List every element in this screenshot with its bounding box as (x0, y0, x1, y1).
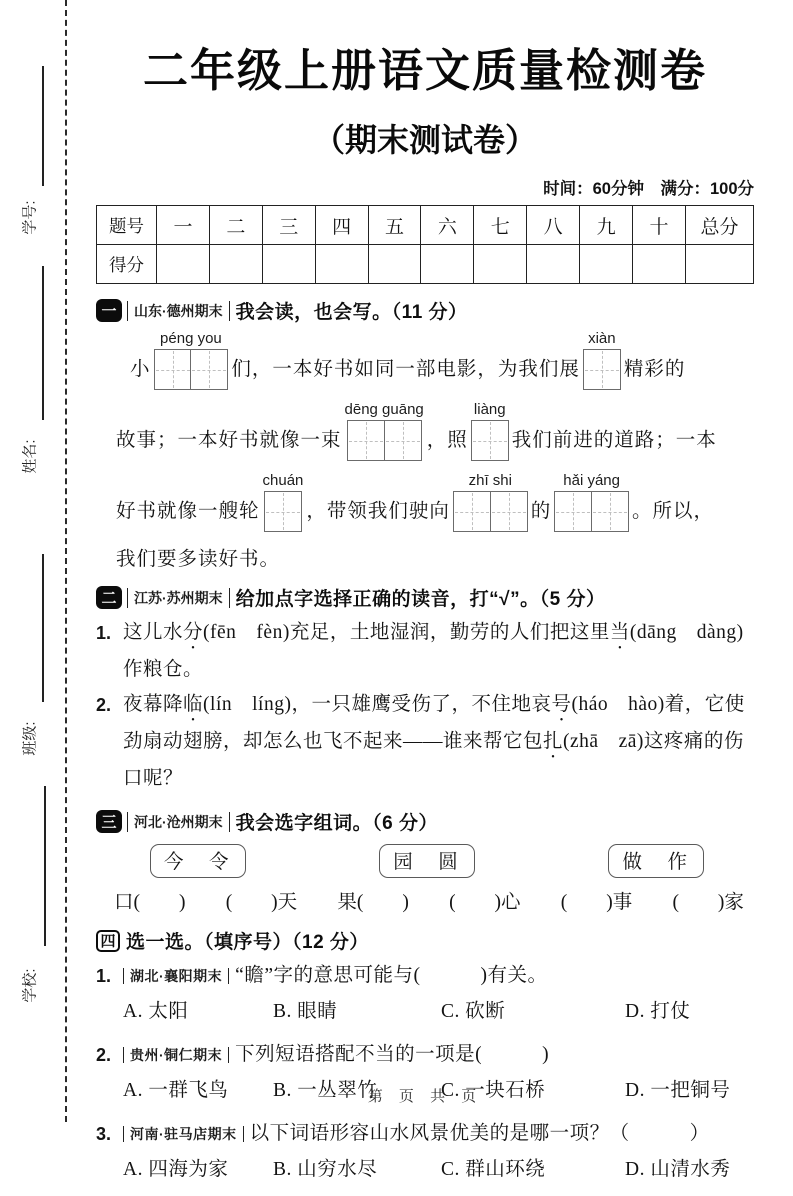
score-blank-cell (315, 245, 368, 284)
page-title: 二年级上册语文质量检测卷 (142, 45, 707, 96)
question-item (96, 960, 754, 1036)
score-blank-cell (474, 245, 527, 284)
character-choice-box: 做 作 (608, 844, 704, 878)
line-text: ，照 (426, 430, 468, 451)
pinyin-label: chuán (262, 472, 304, 489)
word-blank: ( )事 (560, 892, 633, 913)
writing-cell (154, 349, 192, 390)
writing-cell (453, 491, 491, 532)
score-header-cell: 七 (474, 206, 527, 245)
option-c: C. 一块石桥 (441, 1080, 546, 1101)
pinyin-label: xiàn (588, 330, 616, 347)
score-table (96, 205, 754, 284)
option-b: B. 山穷水尽 (273, 1159, 378, 1180)
character-choice-box: 园 圆 (379, 844, 475, 878)
writing-cell (490, 491, 528, 532)
section-3-title: 我会选字组词。（6 分） (235, 813, 439, 834)
writing-grid (554, 472, 629, 532)
question-number: 2. (96, 695, 112, 715)
section-4-marker-icon: 四 (96, 930, 120, 952)
question-text (123, 617, 754, 686)
score-blank-cell (527, 245, 580, 284)
writing-grid (263, 472, 304, 532)
line-text: 。所以， (632, 501, 715, 522)
dotted-character: 当 (609, 622, 630, 643)
score-blank-cell (368, 245, 421, 284)
line-text: 好书就像一艘轮 (116, 501, 260, 522)
options-row (123, 996, 754, 1028)
score-blank-cell (157, 245, 210, 284)
question-item (96, 1118, 754, 1194)
class-label-text: 班级: (21, 720, 39, 756)
fill-blank-line (96, 543, 754, 571)
score-table-header-row (97, 206, 754, 245)
fill-blank-line (96, 472, 754, 532)
student-number-line (42, 66, 44, 186)
option-d: D. 打仗 (625, 1001, 691, 1022)
question-segment: (háo hào)着，它使劲扇动翅膀，却怎么也飞不起来——谁来帮它包 (123, 694, 745, 752)
score-blank-cell (209, 245, 262, 284)
question-number: 1. (96, 966, 112, 986)
character-choice-box: 今 令 (150, 844, 246, 878)
option-b: B. 一丛翠竹 (273, 1080, 378, 1101)
word-fill-row (96, 886, 754, 914)
score-header-cell: 题号 (97, 206, 157, 245)
page-footer: 第 页 共 页 (367, 1088, 483, 1105)
score-header-cell: 二 (209, 206, 262, 245)
section-3-source-tag: 河北·沧州期末 (127, 812, 230, 832)
section-2-marker-icon: 二 (96, 586, 122, 609)
line-text: ，带领我们驶向 (306, 501, 450, 522)
question-number: 2. (96, 1045, 112, 1065)
student-number-label (12, 188, 46, 246)
option-b: B. 眼睛 (273, 1001, 338, 1022)
question-item (96, 689, 754, 795)
option-a: A. 太阳 (123, 1001, 189, 1022)
writing-cell (471, 420, 509, 461)
score-blank-cell (421, 245, 474, 284)
fill-blank-line (96, 401, 754, 461)
score-header-cell: 十 (633, 206, 686, 245)
question-source-tag: 河南·驻马店期末 (123, 1126, 244, 1142)
writing-cell (264, 491, 302, 532)
section-1-title: 我会读，也会写。（11 分） (235, 302, 468, 323)
section-1-marker-icon: 一 (96, 299, 122, 322)
score-row-label: 得分 (97, 245, 157, 284)
writing-grid (453, 472, 528, 532)
dotted-character: 号 (551, 694, 572, 715)
line-text: 我们前进的道路；一本 (511, 430, 717, 451)
options-row (123, 1154, 754, 1186)
writing-grid (583, 330, 621, 390)
option-c: C. 砍断 (441, 1001, 506, 1022)
option-a: A. 一群飞鸟 (123, 1080, 229, 1101)
question-segment: (zhā zā)这疼痛的伤口呢？ (123, 731, 744, 789)
score-blank-cell (633, 245, 686, 284)
section-4-title: 选一选。（填序号）（12 分） (126, 932, 369, 953)
exam-meta: 时间：60分钟 满分：100分 (543, 180, 754, 198)
dotted-character: 扎 (543, 731, 564, 752)
score-header-cell: 四 (315, 206, 368, 245)
line-text: 我们要多读好书。 (116, 549, 281, 570)
dashed-cut-line (65, 0, 67, 1122)
section-1-header (96, 297, 754, 324)
line-text: 小 (130, 359, 151, 380)
section-3-header (96, 808, 754, 835)
question-text: “瞻”字的意思可能与( )有关。 (235, 965, 548, 986)
question-item (96, 617, 754, 686)
student-name-label-text: 姓名: (21, 438, 39, 474)
writing-cell (384, 420, 422, 461)
section-4-header (96, 927, 754, 954)
pinyin-label: dēng guāng (344, 401, 424, 418)
section-2-header (96, 584, 754, 611)
character-choice-row (96, 844, 754, 878)
option-c: C. 群山环绕 (441, 1159, 546, 1180)
question-text: 下列短语搭配不当的一项是( ) (235, 1044, 550, 1065)
dotted-character: 分 (183, 622, 204, 643)
pinyin-label: hǎi yáng (563, 472, 620, 489)
school-line (44, 786, 46, 946)
writing-cell (190, 349, 228, 390)
score-blank-cell (580, 245, 633, 284)
writing-grid (345, 401, 424, 461)
question-segment: 这儿水 (123, 622, 184, 643)
fill-blank-line (96, 330, 754, 390)
class-line (42, 554, 44, 702)
line-text: 精彩的 (623, 359, 686, 380)
writing-grid (471, 401, 509, 461)
score-header-cell: 八 (527, 206, 580, 245)
section-2-title: 给加点字选择正确的读音，打“√”。（5 分） (235, 589, 606, 610)
option-d: D. 山清水秀 (625, 1159, 731, 1180)
school-label-text: 学校: (21, 967, 39, 1003)
writing-cell (591, 491, 629, 532)
pinyin-label: liàng (473, 401, 506, 418)
word-blank: 果( ) (337, 892, 409, 913)
score-header-cell: 一 (157, 206, 210, 245)
question-segment: (fēn fèn)充足，土地湿润，勤劳的人们把这里 (203, 622, 610, 643)
question-text: 以下词语形容山水风景优美的是哪一项？（ ） (249, 1123, 710, 1144)
section-3-marker-icon: 三 (96, 810, 122, 833)
score-blank-cell (262, 245, 315, 284)
student-name-label (12, 424, 46, 488)
question-segment: 夜幕降 (123, 694, 184, 715)
score-header-cell: 三 (262, 206, 315, 245)
option-d: D. 一把铜号 (625, 1080, 731, 1101)
question-segment: (lín líng)，一只雄鹰受伤了，不住地哀 (203, 694, 552, 715)
dotted-character: 临 (183, 694, 204, 715)
score-header-cell: 五 (368, 206, 421, 245)
line-text: 的 (530, 501, 552, 522)
pinyin-label: péng you (160, 330, 222, 347)
writing-cell (347, 420, 385, 461)
writing-grid (154, 330, 229, 390)
score-header-cell: 总分 (686, 206, 754, 245)
question-number: 1. (96, 623, 112, 643)
line-text: 故事；一本好书就像一束 (116, 430, 342, 451)
student-number-label-text: 学号: (21, 199, 39, 235)
student-name-line (42, 266, 44, 420)
question-text (123, 689, 754, 795)
question-number: 3. (96, 1124, 112, 1144)
section-1-source-tag: 山东·德州期末 (127, 301, 230, 321)
word-blank: 口( ) (114, 892, 186, 913)
section-2-source-tag: 江苏·苏州期末 (127, 588, 230, 608)
page-subtitle: （期末测试卷） (312, 122, 537, 158)
class-label (12, 706, 46, 770)
word-blank: ( )天 (225, 892, 298, 913)
score-table-score-row (97, 245, 754, 284)
writing-cell (583, 349, 621, 390)
option-a: A. 四海为家 (123, 1159, 229, 1180)
score-header-cell: 六 (421, 206, 474, 245)
question-segment: (dāng dàng)作粮仓。 (123, 622, 744, 680)
pinyin-label: zhī shi (468, 472, 512, 489)
question-source-tag: 湖北·襄阳期末 (123, 968, 229, 984)
writing-cell (554, 491, 592, 532)
score-header-cell: 九 (580, 206, 633, 245)
question-source-tag: 贵州·铜仁期末 (123, 1047, 229, 1063)
word-blank: ( )心 (449, 892, 521, 913)
score-blank-cell (686, 245, 754, 284)
word-blank: ( )家 (672, 892, 744, 913)
school-label (12, 950, 46, 1020)
line-text: 们，一本好书如同一部电影，为我们展 (231, 359, 580, 380)
